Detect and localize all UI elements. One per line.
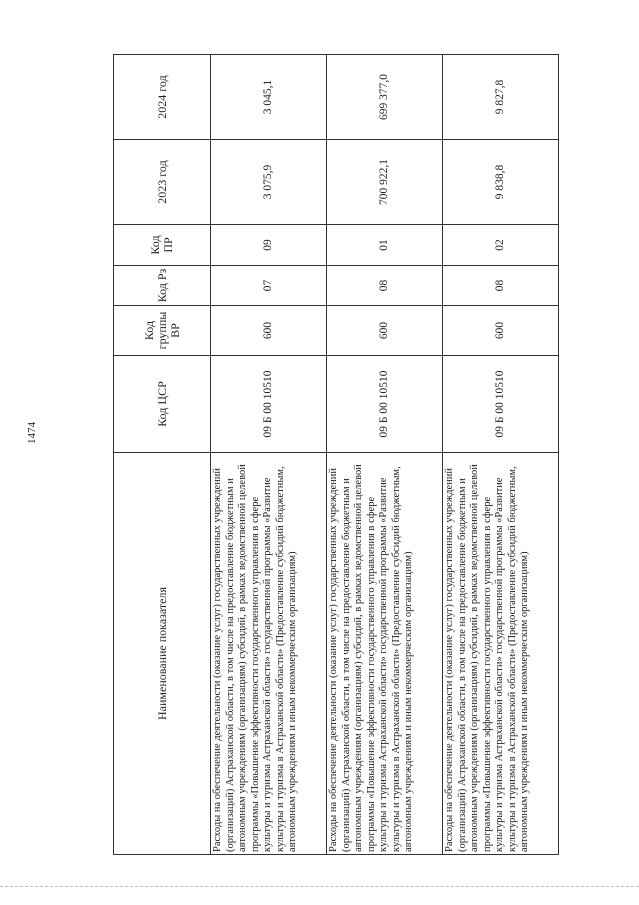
header-rz-code: Код Рз [114,266,211,306]
table-row [327,55,443,855]
rz-code: 07 [211,266,327,306]
amount-2024: 3 045,1 [211,55,327,140]
header-year-2023: 2023 год [114,140,211,225]
csr-code: 09 Б 00 10510 [211,356,327,453]
vr-code: 600 [327,306,443,356]
budget-table [113,54,559,855]
amount-2023: 3 075,9 [211,140,327,225]
amount-2023: 9 838,8 [443,140,559,225]
pr-code: 01 [327,225,443,266]
amount-2023: 700 922,1 [327,140,443,225]
csr-code: 09 Б 00 10510 [327,356,443,453]
csr-code: 09 Б 00 10510 [443,356,559,453]
pr-code: 09 [211,225,327,266]
indicator-name: Расходы на обеспечение деятельности (оказание услуг) государственных учреждений (организаций) Астраханской области, в том числе на предоставление бюджетным и автономным учреждениям (организациям) субсидий, в рамках ведомственной целевой программы «Повышение эффективности государственного управления в сфере культуры и туризма Астраханской области» государственной программы «Развитие культуры и туризма в Астраханской области» (Предоставление субсидий бюджетным, автономным учреждениям и иным некоммерческим организациям) [211,453,327,855]
pr-code: 02 [443,225,559,266]
page-bottom-divider [0,886,639,887]
amount-2024: 9 827,8 [443,55,559,140]
table-row [443,55,559,855]
header-year-2024: 2024 год [114,55,211,140]
amount-2024: 699 377,0 [327,55,443,140]
indicator-name: Расходы на обеспечение деятельности (оказание услуг) государственных учреждений (организаций) Астраханской области, в том числе на предоставление бюджетным и автономным учреждениям (организациям) субсидий, в рамках ведомственной целевой программы «Повышение эффективности государственного управления в сфере культуры и туризма Астраханской области» государственной программы «Развитие культуры и туризма в Астраханской области» (Предоставление субсидий бюджетным, автономным учреждениям и иным некоммерческим организациям) [443,453,559,855]
header-csr-code: Код ЦСР [114,356,211,453]
vr-code: 600 [443,306,559,356]
indicator-name: Расходы на обеспечение деятельности (оказание услуг) государственных учреждений (организаций) Астраханской области, в том числе на предоставление бюджетным и автономным учреждениям (организациям) субсидий, в рамках ведомственной целевой программы «Повышение эффективности государственного управления в сфере культуры и туризма Астраханской области» государственной программы «Развитие культуры и туризма в Астраханской области» (Предоставление субсидий бюджетным, автономным учреждениям и иным некоммерческим организациям) [327,453,443,855]
rz-code: 08 [327,266,443,306]
page-number: 1474 [26,422,38,444]
rz-code: 08 [443,266,559,306]
header-row [114,55,211,855]
rotated-table-container [113,55,548,855]
header-vr-code: Код группы ВР [114,306,211,356]
table-row [211,55,327,855]
header-pr-code: Код ПР [114,225,211,266]
header-name: Наименование показателя [114,453,211,855]
vr-code: 600 [211,306,327,356]
